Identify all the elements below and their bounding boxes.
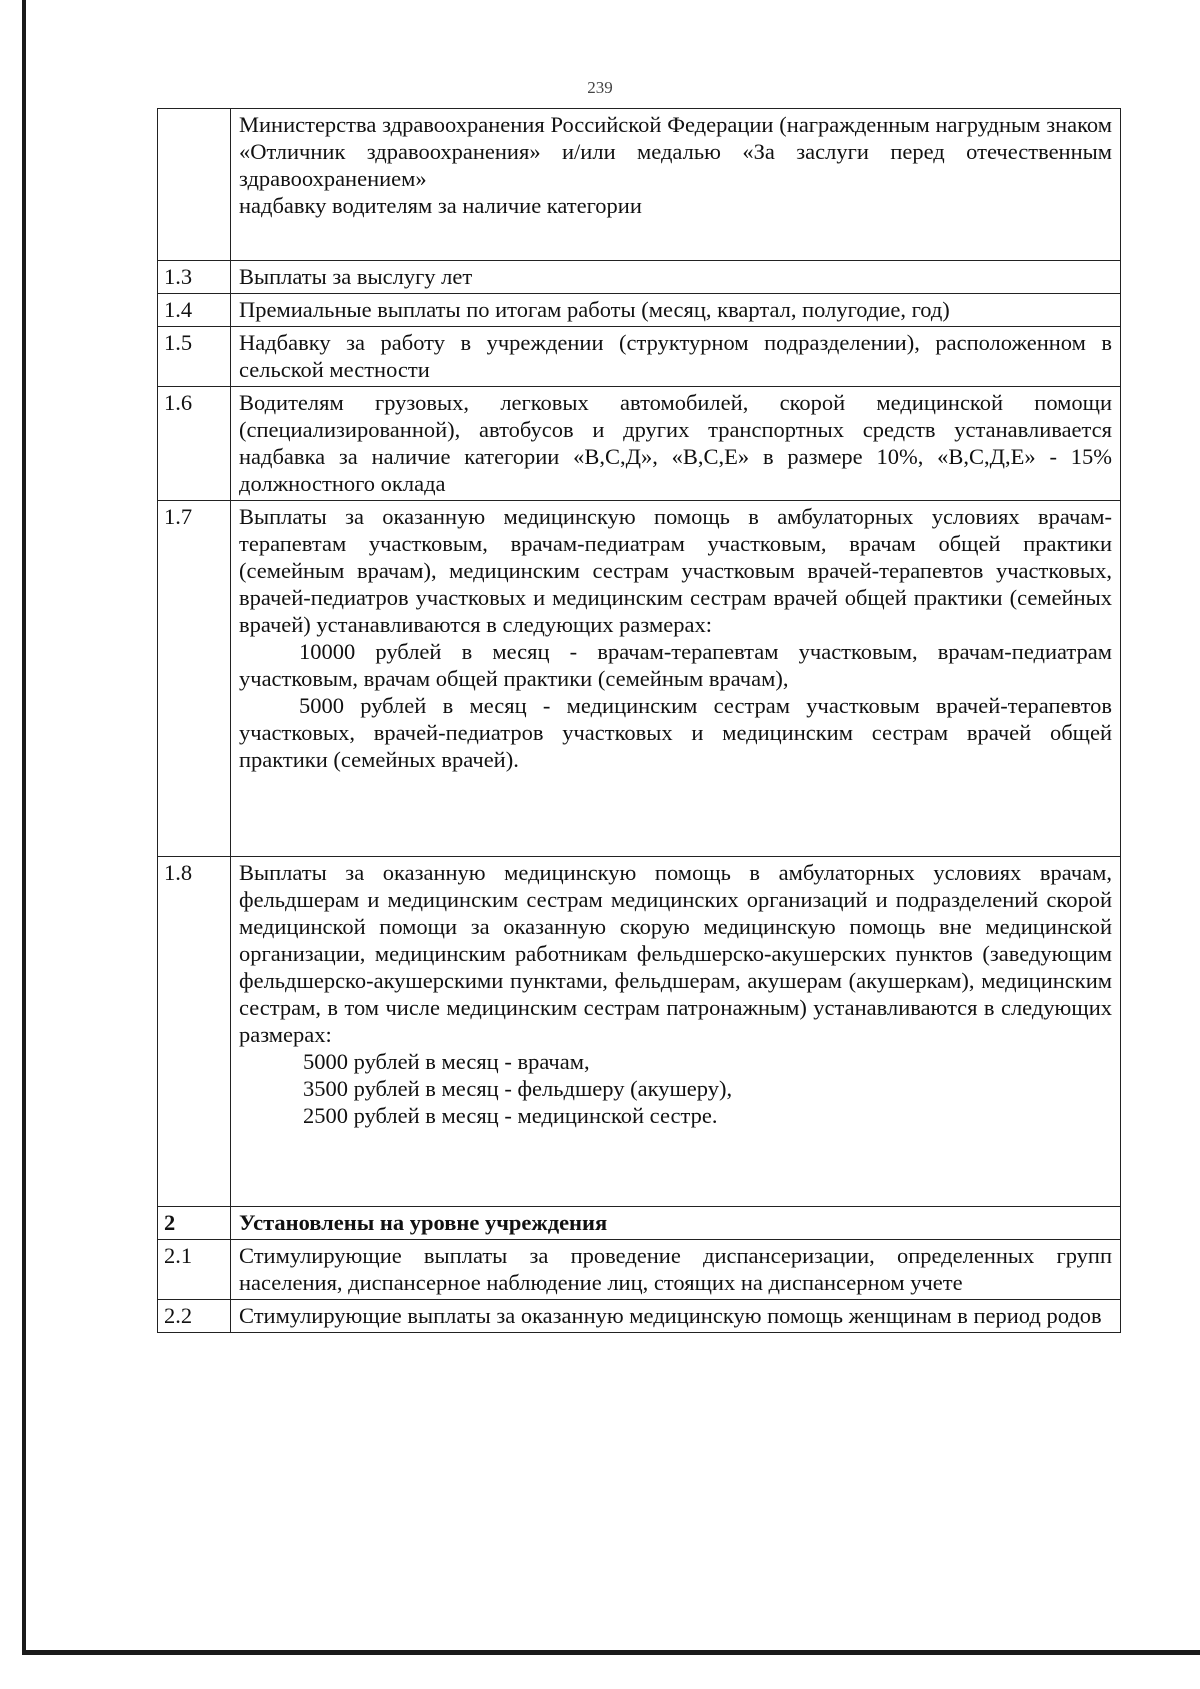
row-text: Водителям грузовых, легковых автомобилей, скорой медицинской помощи (специализированной), автобусов и других транспортных средств устанавливается надбавка за наличие категории «В,С,Д», «В,С,Е» в размере 10%, «В,С,Д,Е» - 15% должностного оклада xyxy=(231,387,1121,501)
row-text: Надбавку за работу в учреждении (структурном подразделении), расположенном в сельской местности xyxy=(231,327,1121,387)
row-number: 1.8 xyxy=(158,857,231,1207)
row-text-line: Министерства здравоохранения Российской Федерации (награжденным нагрудным знаком «Отличник здравоохранения» и/или медалью «За заслуги перед отечественным здравоохранением» xyxy=(239,112,1112,191)
page-number: 239 xyxy=(587,78,613,97)
table-row xyxy=(158,387,1121,501)
payment-amount: 3500 рублей в месяц - фельдшеру (акушеру), xyxy=(303,1076,733,1101)
row-number: 1.4 xyxy=(158,294,231,327)
row-text: Стимулирующие выплаты за оказанную медицинскую помощь женщинам в период родов xyxy=(231,1300,1121,1333)
row-text-line: надбавку водителям за наличие категории xyxy=(239,193,642,218)
table-row xyxy=(158,1240,1121,1300)
row-text-main: Выплаты за оказанную медицинскую помощь в амбулаторных условиях врачам, фельдшерам и медицинским сестрам медицинских организаций и подразделений скорой медицинской помощи за оказанную скорую медицинскую помощь вне медицинской организации, медицинским работникам фельдшерско-акушерских пунктов (заведующим фельдшерско-акушерскими пунктами, фельдшерам, акушерам (акушеркам), медицинским сестрам, в том числе медицинским сестрам патронажным) устанавливаются в следующих размерах: xyxy=(239,860,1112,1047)
payment-amount: 10000 рублей в месяц - врачам-терапевтам участковым, врачам-педиатрам участковым, врачам общей практики (семейным врачам), xyxy=(239,639,1112,691)
scan-edge-left xyxy=(22,0,26,1650)
row-text xyxy=(231,857,1121,1207)
row-text: Премиальные выплаты по итогам работы (месяц, квартал, полугодие, год) xyxy=(231,294,1121,327)
row-number: 1.3 xyxy=(158,261,231,294)
table-row xyxy=(158,294,1121,327)
row-number: 2.2 xyxy=(158,1300,231,1333)
table-row xyxy=(158,327,1121,387)
row-number: 1.6 xyxy=(158,387,231,501)
section-heading: Установлены на уровне учреждения xyxy=(231,1207,1121,1240)
table-row xyxy=(158,1300,1121,1333)
row-number: 1.5 xyxy=(158,327,231,387)
row-text xyxy=(231,501,1121,857)
row-text: Выплаты за выслугу лет xyxy=(231,261,1121,294)
row-number: 2.1 xyxy=(158,1240,231,1300)
table-row xyxy=(158,261,1121,294)
payment-amount: 2500 рублей в месяц - медицинской сестре. xyxy=(303,1103,718,1128)
table-row xyxy=(158,109,1121,261)
row-text: Стимулирующие выплаты за проведение диспансеризации, определенных групп населения, диспансерное наблюдение лиц, стоящих на диспансерном учете xyxy=(231,1240,1121,1300)
row-number: 2 xyxy=(158,1207,231,1240)
payments-table xyxy=(157,108,1121,1333)
table-row xyxy=(158,857,1121,1207)
row-number xyxy=(158,109,231,261)
row-text-main: Выплаты за оказанную медицинскую помощь в амбулаторных условиях врачам-терапевтам участковым, врачам-педиатрам участковым, врачам общей практики (семейным врачам), медицинским сестрам участковым врачей-терапевтов участковых, врачей-педиатров участковых и медицинским сестрам врачей общей практики (семейных врачей) устанавливаются в следующих размерах: xyxy=(239,504,1112,637)
scan-edge-bottom xyxy=(22,1650,1200,1655)
row-text xyxy=(231,109,1121,261)
table-row xyxy=(158,1207,1121,1240)
payment-amount: 5000 рублей в месяц - врачам, xyxy=(303,1049,590,1074)
payment-amount: 5000 рублей в месяц - медицинским сестрам участковым врачей-терапевтов участковых, врачей-педиатров участковых и медицинским сестрам врачей общей практики (семейных врачей). xyxy=(239,693,1112,772)
table-row xyxy=(158,501,1121,857)
row-number: 1.7 xyxy=(158,501,231,857)
